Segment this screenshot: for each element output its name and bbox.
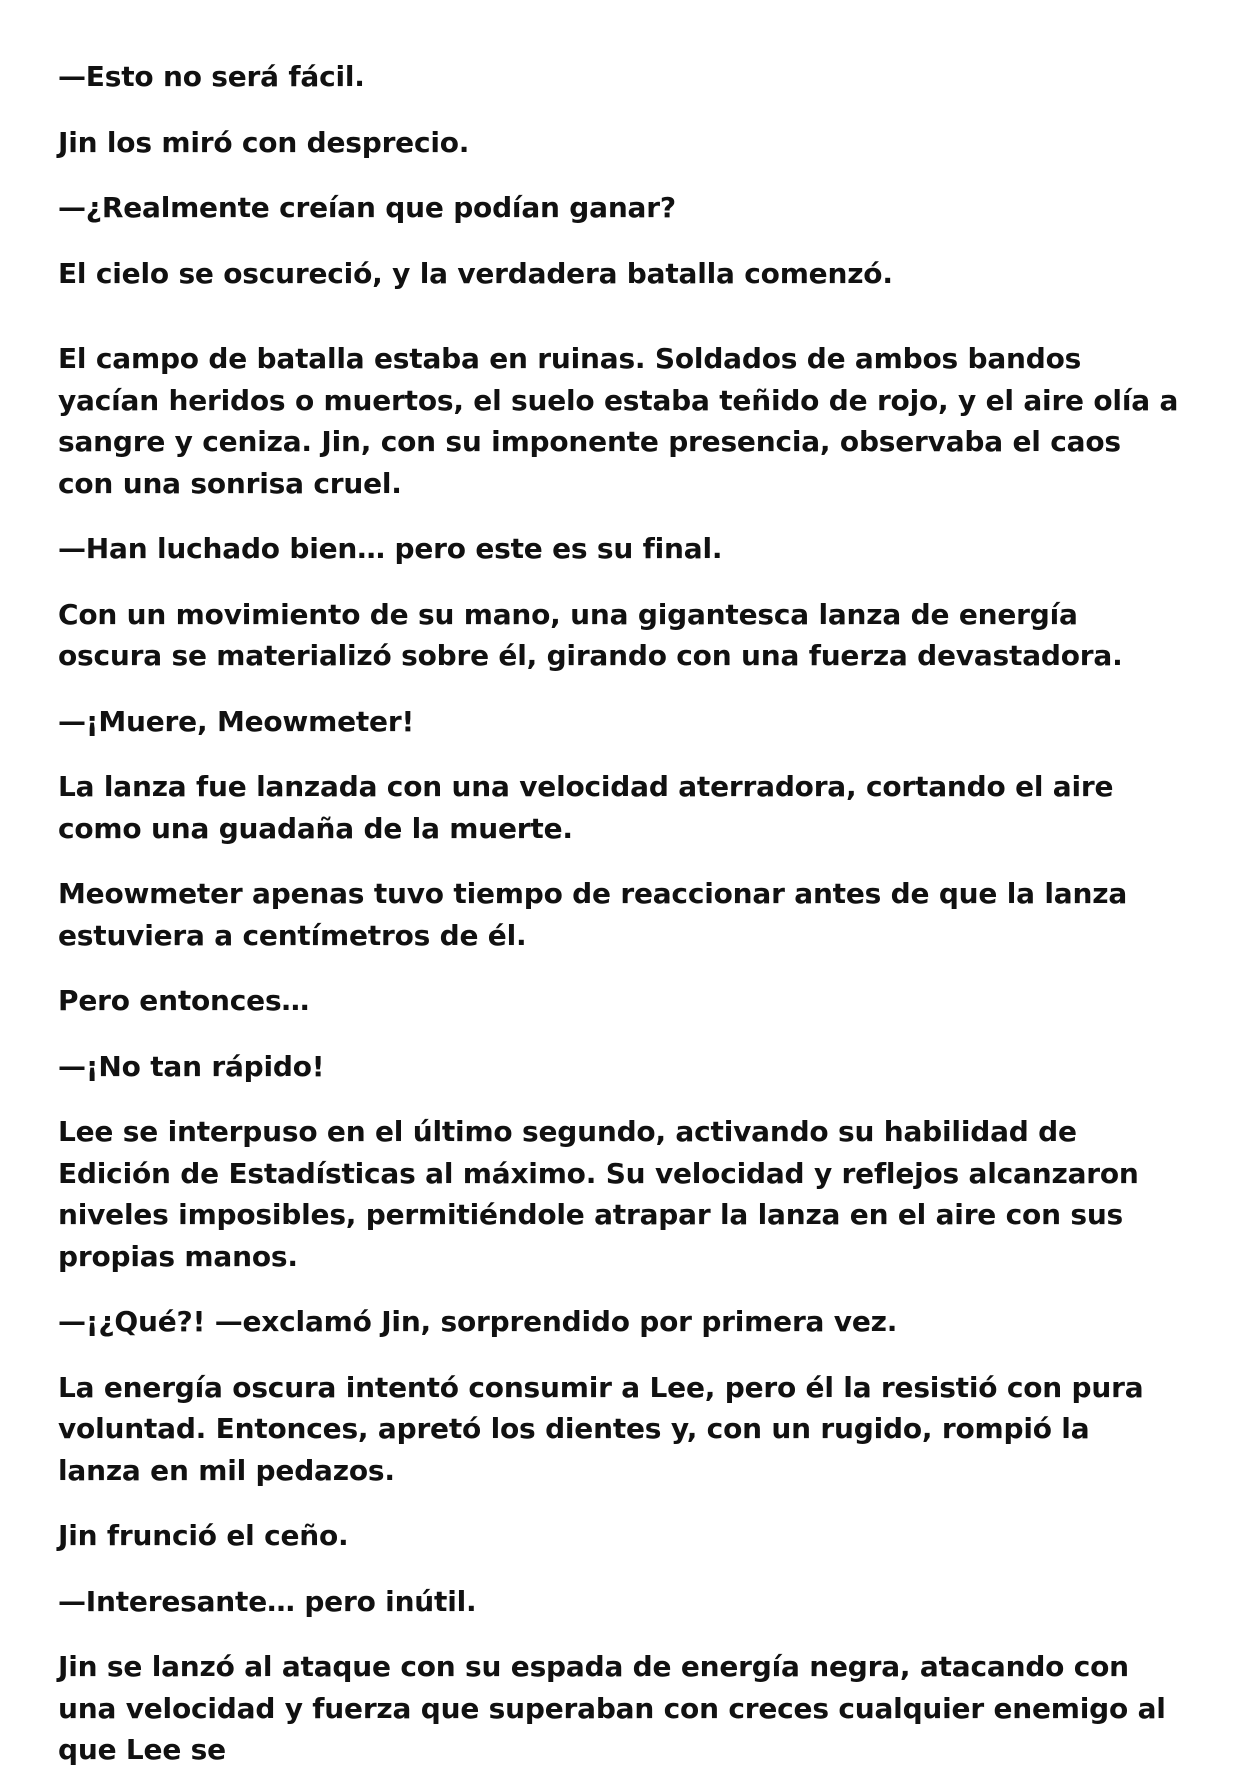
paragraph: Meowmeter apenas tuvo tiempo de reaccionar antes de que la lanza estuviera a centímetros de él. [58, 877, 1128, 952]
paragraph: Jin se lanzó al ataque con su espada de energía negra, atacando con una velocidad y fuerza que superaban con creces cualquier enemigo al que Lee se [58, 1650, 1166, 1766]
paragraph: El cielo se oscureció, y la verdadera batalla comenzó. [58, 256, 893, 290]
paragraph: Con un movimiento de su mano, una gigantesca lanza de energía oscura se materializó sobre él, girando con una fuerza devastadora. [58, 597, 1123, 672]
paragraph: —¡Muere, Meowmeter! [58, 704, 415, 738]
paragraph: Jin frunció el ceño. [58, 1519, 349, 1552]
paragraph: —Interesante… pero inútil. [58, 1584, 477, 1618]
paragraph: Jin los miró con desprecio. [58, 125, 470, 159]
paragraph: La energía oscura intentó consumir a Lee, pero él la resistió con pura voluntad. Entonces, apretó los dientes y, con un rugido, rompió la lanza en mil pedazos. [58, 1370, 1144, 1487]
paragraph: —¿Realmente creían que podían ganar? [58, 191, 676, 224]
paragraph: —¡No tan rápido! [58, 1049, 325, 1083]
paragraph: Lee se interpuso en el último segundo, activando su habilidad de Edición de Estadísticas al máximo. Su velocidad y reflejos alcanzaron niveles imposibles, permitiéndole atrapar la lanza en el aire con sus propias manos. [58, 1115, 1139, 1273]
paragraph: Pero entonces… [58, 984, 310, 1017]
paragraph: La lanza fue lanzada con una velocidad aterradora, cortando el aire como una guadaña de la muerte. [58, 770, 1114, 845]
paragraph: El campo de batalla estaba en ruinas. Soldados de ambos bandos yacían heridos o muertos, el suelo estaba teñido de rojo, y el aire olía a sangre y ceniza. Jin, con su imponente presencia, observaba el caos con una sonrisa cruel. [58, 342, 1179, 500]
paragraph: —¡¿Qué?! —exclamó Jin, sorprendido por primera vez. [58, 1305, 898, 1338]
paragraph: —Han luchado bien… pero este es su final. [58, 532, 723, 565]
paragraph: —Esto no será fácil. [58, 60, 365, 93]
